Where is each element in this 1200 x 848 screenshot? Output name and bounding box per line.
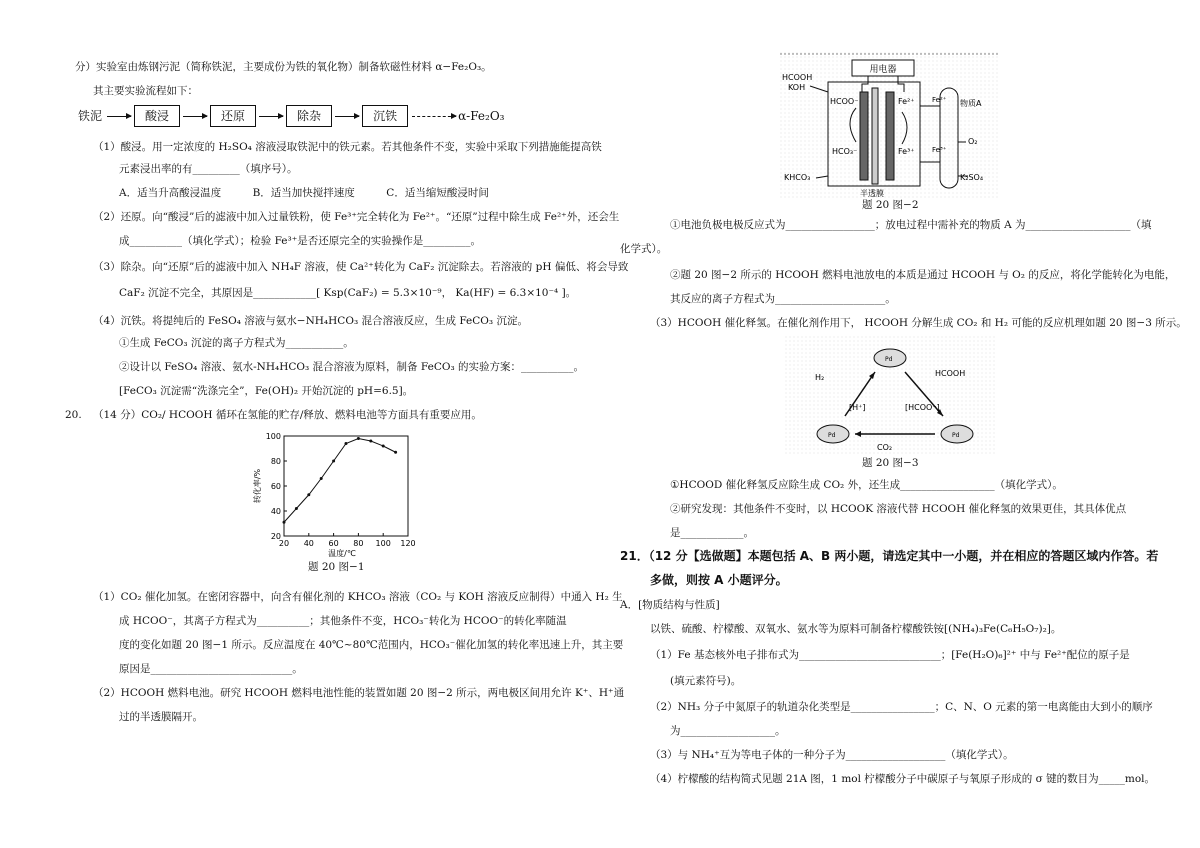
plot-frame [284,436,408,536]
fig2-caption: 题 20 图−2 [862,199,919,211]
data-point [283,521,286,524]
a2-line2: 为__________________。 [670,725,786,737]
q4-line3: ②设计以 FeSO₄ 溶液、氨水-NH₄HCO₃ 混合溶液为原料，制备 FeCO₃ 的实验方案：__________。 [119,361,585,373]
q20-2-line1: （2）HCOOH 燃料电池。研究 HCOOH 燃料电池性能的装置如题 20 图−2 所示，两电极区间用允许 K⁺、H⁺通 [93,687,625,699]
h2-label: H₂ [815,373,825,382]
section-a-intro: 以铁、硫酸、柠檬酸、双氧水、氨水等为原料可制备柠檬酸铁铵[(NH₄)₃Fe(C₆H₅O₇)₂]。 [650,623,1062,635]
flow-intro: 其主要实验流程如下： [93,85,198,97]
substance-a-label: 物质A [960,99,982,108]
q3-line2: CaF₂ 沉淀不完全，其原因是____________[ Ksp(CaF₂) = 5.3×10⁻⁹， Ka(HF) = 6.3×10⁻⁴ ]。 [119,287,577,299]
co2-label: CO₂ [877,443,893,452]
flow-step-purify: 除杂 [286,105,332,127]
formate-label: HCOO⁻ [830,97,859,106]
pd-left-label: Pd [828,432,836,439]
section-a-title: A．[物质结构与性质] [620,599,720,611]
fuel-cell-diagram [780,52,1000,200]
y-axis-label: 转化率/% [253,468,262,504]
x-tick-label: 40 [303,539,314,548]
q20-1-line1: （1）CO₂ 催化加氢。在密闭容器中，向含有催化剂的 KHCO₃ 溶液（CO₂ 与 KOH 溶液反应制得）中通入 H₂ 生 [93,591,623,603]
membrane-label: 半透膜 [860,189,884,198]
process-flow [78,104,504,128]
data-point [320,477,323,480]
q20-1-line2: 成 HCOO⁻，其离子方程式为__________；其他条件不变，HCO₃⁻转化为 HCOO⁻的转化率随温 [119,615,567,627]
flow-end: α-Fe₂O₃ [458,108,505,123]
y-tick-label: 100 [265,432,281,441]
a1-line1: （1）Fe 基态核外电子排布式为___________________________；[Fe(H₂O)₆]²⁺ 中与 Fe²⁺配位的原子是 [650,649,1130,661]
y-tick-label: 60 [270,482,281,491]
data-point [369,440,372,443]
flow-step-acid: 酸浸 [134,105,180,127]
r1-line2: 化学式）。 [620,243,668,255]
q2-line2: 成__________（填化学式）；检验 Fe³⁺是否还原完全的实验操作是_________。 [119,235,482,247]
q20-header: （14 分）CO₂/ HCOOH 循环在氢能的贮存/释放、燃料电池等方面具有重要应用。 [93,409,482,421]
a2-line1: （2）NH₃ 分子中氮原子的轨道杂化类型是________________；C、N、O 元素的第一电离能由大到小的顺序 [650,701,1153,713]
arrow-icon [107,116,131,117]
q1-line2: 元素浸出率的有_________（填序号）。 [119,163,298,175]
q21-header-line2: 多做，则按 A 小题评分。 [650,573,788,587]
r3a-line: ①HCOOD 催化释氢反应除生成 CO₂ 外，还生成__________________（填化学式）。 [670,479,1063,491]
q2-line1: （2）还原。向“酸浸”后的滤液中加入过量铁粉，使 Fe³⁺完全转化为 Fe²⁺。“还原”过程中除生成 Fe²⁺外，还会生 [93,211,620,223]
q20-1-line4: 原因是___________________________。 [119,663,303,675]
x-tick-label: 100 [375,539,391,548]
r2-line1: ②题 20 图−2 所示的 HCOOH 燃料电池放电的本质是通过 HCOOH 与 O₂ 的反应，将化学能转化为电能， [670,269,1176,281]
koh-label: KOH [788,83,806,92]
bicarbonate-label: HCO₃⁻ [832,147,858,156]
q21-header-line1: 21．（12 分【选做题】本题包括 A、B 两小题，请选定其中一小题，并在相应的答题区域内作答。若 [620,549,1159,563]
r1-line1: ①电池负极电极反应式为_________________；放电过程中需补充的物质 A 为____________________（填 [670,219,1152,231]
h-plus-label: [H⁺] [849,403,866,412]
hcooh-label: HCOOH [782,73,813,82]
flow-start: 铁泥 [78,108,103,123]
y-tick-label: 20 [270,532,281,541]
data-point [295,507,298,510]
q1-line1: （1）酸浸。用一定浓度的 H₂SO₄ 溶液浸取铁泥中的铁元素。若其他条件不变，实验中采取下列措施能提高铁 [93,141,602,153]
q4-line1: （4）沉铁。将提纯后的 FeSO₄ 溶液与氨水−NH₄HCO₃ 混合溶液反应，生成 FeCO₃ 沉淀。 [93,315,528,327]
load-label: 用电器 [869,65,897,75]
q20-2-line2: 过的半透膜隔开。 [119,711,203,723]
formate-bracket-label: [HCOO⁻] [905,403,940,412]
q20-number: 20. [65,409,82,421]
data-point [332,460,335,463]
data-point [345,442,348,445]
data-point [394,451,397,454]
arrow-icon [259,116,283,117]
arrow-icon [335,116,359,117]
r2-line2: 其反应的离子方程式为_____________________。 [670,293,896,305]
y-tick-label: 80 [270,457,281,466]
hcooh-cycle-label: HCOOH [935,369,966,378]
x-tick-label: 80 [353,539,364,548]
fe2-right-label: Fe²⁺ [932,96,947,104]
data-point [382,445,385,448]
x-axis-label: 温度/℃ [328,549,356,558]
pd-right-label: Pd [952,432,960,439]
x-tick-label: 60 [328,539,339,548]
fe3-label: Fe³⁺ [898,147,915,156]
r3b-line: ②研究发现：其他条件不变时，以 HCOOK 溶液代替 HCOOH 催化释氢的效果更佳，其具体优点 [670,503,1127,515]
dashed-arrow-icon [412,116,456,117]
fig3-caption: 题 20 图−3 [862,457,919,469]
flow-step-precipitate: 沉铁 [362,105,408,127]
k2so4-label: K₂SO₄ [960,173,984,182]
fe3-right-label: Fe³⁺ [932,146,947,154]
q3-line1: （3）除杂。向“还原”后的滤液中加入 NH₄F 溶液，使 Ca²⁺转化为 CaF₂ 沉淀除去。若溶液的 pH 偏低、将会导致 [93,261,629,273]
fe2-label: Fe²⁺ [898,97,915,106]
conversion-rate-chart [250,428,420,558]
r3-line: （3）HCOOH 催化释氢。在催化剂作用下， HCOOH 分解生成 CO₂ 和 H₂ 可能的反应机理如题 20 图−3 所示。 [650,317,1187,329]
a3-line: （3）与 NH₄⁺互为等电子体的一种分子为___________________（填化学式）。 [650,749,1014,761]
catalytic-cycle-diagram [785,336,995,456]
x-tick-label: 20 [278,539,290,548]
y-tick-label: 40 [270,507,281,516]
intro-line: 分）实验室由炼钢污泥（简称铁泥，主要成份为铁的氧化物）制备软磁性材料 α−Fe₂O₃。 [75,61,492,73]
data-point [307,493,310,496]
data-point [357,437,360,440]
q1-options: A．适当升高酸浸温度 B．适当加快搅拌速度 C．适当缩短酸浸时间 [119,187,489,199]
q4-line4: [FeCO₃ 沉淀需“洗涤完全”，Fe(OH)₂ 开始沉淀的 pH=6.5]。 [119,385,414,397]
a4-line: （4）柠檬酸的结构简式见题 21A 图，1 mol 柠檬酸分子中碳原子与氧原子形成的 σ 键的数目为_____mol。 [650,773,1156,785]
x-tick-label: 120 [400,539,416,548]
pd-top-label: Pd [885,356,893,363]
flow-step-reduce: 还原 [210,105,256,127]
a1-line2: (填元素符号)。 [670,675,742,687]
fig1-caption: 题 20 图−1 [308,561,365,573]
conversion-line [284,439,396,523]
khco3-label: KHCO₃ [784,173,811,182]
r3c-line: 是____________。 [670,527,754,539]
q4-line2: ①生成 FeCO₃ 沉淀的离子方程式为___________。 [119,337,354,349]
o2-label: O₂ [968,137,978,146]
q20-1-line3: 度的变化如题 20 图−1 所示。反应温度在 40℃~80℃范围内，HCO₃⁻催化加氢的转化率迅速上升，其主要 [119,639,624,651]
arrow-icon [183,116,207,117]
